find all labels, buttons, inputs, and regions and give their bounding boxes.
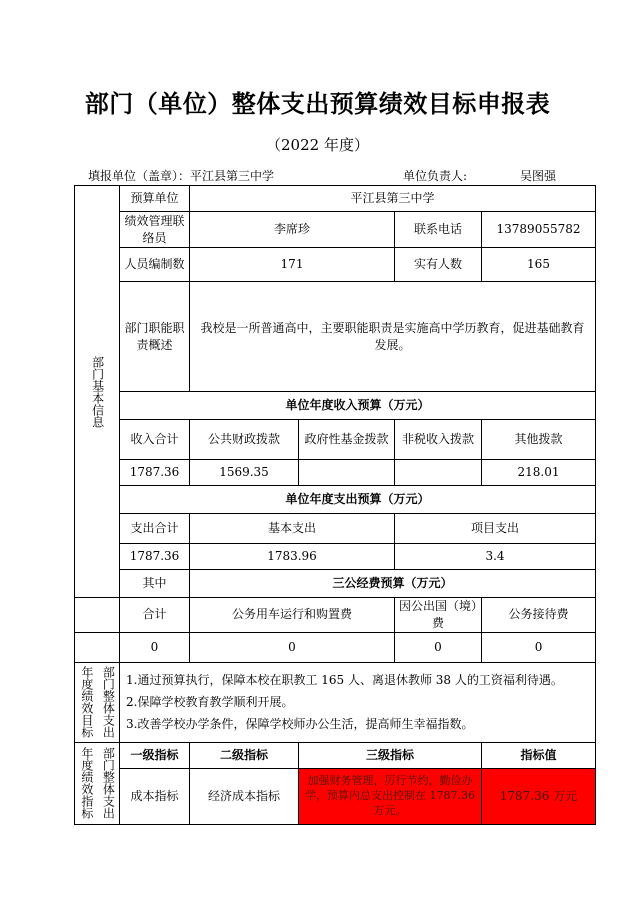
income-col-other: 其他拨款 <box>482 420 596 460</box>
indicator-header-2: 二级指标 <box>190 742 299 768</box>
indicator-value: 1787.36 万元 <box>482 768 596 824</box>
duty-value: 我校是一所普通高中，主要职能职责是实施高中学历教育，促进基础教育发展。 <box>190 282 596 392</box>
income-public: 1569.35 <box>190 460 299 486</box>
sangong-section-cell <box>75 598 120 633</box>
income-total: 1787.36 <box>120 460 190 486</box>
income-other: 218.01 <box>482 460 596 486</box>
filler-unit-label: 填报单位（盖章）： <box>88 169 191 183</box>
indicator-header-4: 指标值 <box>482 742 596 768</box>
contact-value: 李席珍 <box>190 212 395 248</box>
annual-goal-line-1: 1.通过预算执行，保障本校在职教工 165 人、离退休教师 38 人的工资福利待遇。 <box>126 673 563 688</box>
phone-label: 联系电话 <box>395 212 482 248</box>
expense-col-project: 项目支出 <box>395 514 596 544</box>
contact-label: 绩效管理联络员 <box>120 212 190 248</box>
annual-goal-line-2: 2.保障学校教育教学顺利开展。 <box>126 695 294 710</box>
sangong-header: 三公经费预算（万元） <box>190 570 596 598</box>
sangong-total: 0 <box>120 632 190 662</box>
report-table <box>74 185 596 825</box>
annual-goal-content <box>120 662 596 742</box>
actual-value: 165 <box>482 248 596 282</box>
responsible-name: 吴图强 <box>520 169 557 183</box>
indicator-level-2: 经济成本指标 <box>190 768 299 824</box>
duty-label: 部门职能职责概述 <box>120 282 190 392</box>
expense-project: 3.4 <box>395 544 596 570</box>
expense-total: 1787.36 <box>120 544 190 570</box>
sangong-car: 0 <box>190 632 395 662</box>
expense-basic: 1783.96 <box>190 544 395 570</box>
expense-col-total: 支出合计 <box>120 514 190 544</box>
section-indicators: 部门整体支出 年度绩效指标 <box>75 742 120 824</box>
filler-unit <box>88 167 274 184</box>
sangong-abroad: 0 <box>395 632 482 662</box>
income-col-nontax: 非税收入拨款 <box>395 420 482 460</box>
page-title: 部门（单位）整体支出预算绩效目标申报表 <box>84 89 551 118</box>
filler-unit-value: 平江县第三中学 <box>190 169 275 183</box>
expense-header: 单位年度支出预算（万元） <box>120 486 596 514</box>
indicator-header-3: 三级指标 <box>299 742 482 768</box>
expense-col-basic: 基本支出 <box>190 514 395 544</box>
section-annual-goal: 部门整体支出 年度绩效目标 <box>75 662 120 742</box>
income-col-public: 公共财政拨款 <box>190 420 299 460</box>
budget-unit-value: 平江县第三中学 <box>190 186 596 212</box>
indicator-header-1: 一级指标 <box>120 742 190 768</box>
income-fund <box>299 460 395 486</box>
staff-label: 人员编制数 <box>120 248 190 282</box>
sangong-row-label: 其中 <box>120 570 190 598</box>
sangong-section-cell-2 <box>75 632 120 662</box>
sangong-col-abroad: 因公出国（境）费 <box>395 598 482 633</box>
income-header: 单位年度收入预算（万元） <box>120 392 596 420</box>
section-basic-info: 部门基本信息 <box>75 186 120 598</box>
indicator-level-1: 成本指标 <box>120 768 190 824</box>
sangong-col-car: 公务用车运行和购置费 <box>190 598 395 633</box>
responsible-label: 单位负责人: <box>403 169 468 183</box>
income-nontax <box>395 460 482 486</box>
sangong-col-reception: 公务接待费 <box>482 598 596 633</box>
budget-unit-label: 预算单位 <box>120 186 190 212</box>
phone-value: 13789055782 <box>482 212 596 248</box>
income-col-total: 收入合计 <box>120 420 190 460</box>
sangong-reception: 0 <box>482 632 596 662</box>
indicator-level-3: 加强财务管理，厉行节约，勤俭办学，预算内总支出控制在 1787.36 万元。 <box>299 768 482 824</box>
staff-value: 171 <box>190 248 395 282</box>
income-col-fund: 政府性基金拨款 <box>299 420 395 460</box>
annual-goal-line-3: 3.改善学校办学条件，保障学校师办公生活，提高师生幸福指数。 <box>126 717 474 732</box>
sangong-col-total: 合计 <box>120 598 190 633</box>
actual-label: 实有人数 <box>395 248 482 282</box>
year-label: （2022 年度） <box>266 136 369 154</box>
